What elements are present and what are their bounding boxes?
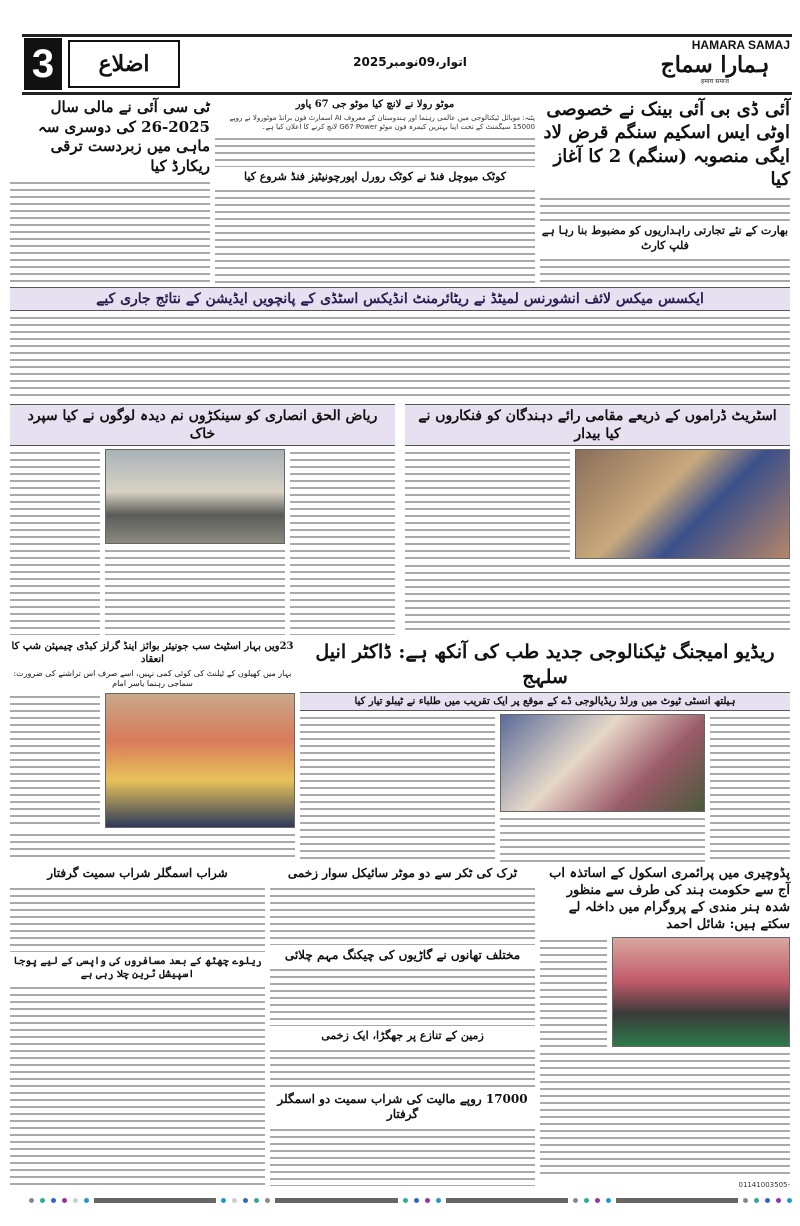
headline-flipkart: بھارت کے نئے تجارتی راہداریوں کو مضبوط بنا رہا ہے فلپ کارٹ (541, 224, 789, 252)
body-text (540, 1050, 790, 1178)
street-media-row (405, 449, 790, 559)
body-text (710, 714, 790, 862)
column-left-bottom (10, 866, 265, 1186)
body-text (270, 966, 535, 1026)
column-idbi-flipkart (540, 98, 790, 283)
page-number-box (24, 38, 62, 90)
radiology-photo-column (500, 714, 705, 862)
masthead-bottom-rule (22, 92, 792, 95)
column-motorola-kotak (215, 98, 535, 283)
subhead-kabaddi: بہار میں کھیلوں کے ٹیلنٹ کی کوئی کمی نہیں، اسے صرف اس تراشنے کی ضرورت: سماجی رہنما یاسر امام (13, 669, 292, 689)
column-puducherry (540, 866, 790, 1190)
column-riyaz (10, 404, 395, 635)
column-middle-bottom (270, 866, 535, 1186)
photo-radiology (500, 714, 705, 812)
section-label (68, 40, 180, 88)
body-text (10, 179, 210, 283)
headline-kabaddi: 23ویں بہار اسٹیٹ سب جونیئر بوائز اینڈ گرلز کبڈی چیمپئن شپ کا انعقاد (11, 641, 294, 665)
logo-latin: HAMARA SAMAJ (691, 38, 790, 52)
motorola-snippet: پٹنہ: موبائل ٹیکنالوجی میں عالمی رہنما اور ہندوستان کے معروف AI اسمارٹ فون برانڈ موٹورولا نے روپے 15000 سیگمنٹ کے تحت اپنا بہترین کیمرہ فون موٹو G67 Power لانچ کرنے کا اعلان کیا ہے۔ (229, 114, 535, 131)
body-text (10, 693, 100, 828)
headline-motorola: موٹو رولا نے لانچ کیا موٹو جی 67 پاور (295, 99, 455, 110)
radiology-body-row (300, 714, 790, 862)
section-axis (10, 287, 790, 400)
column-tci (10, 98, 210, 283)
body-text (540, 256, 790, 283)
body-text (10, 449, 100, 635)
headline-tci: ٹی سی آئی نے مالی سال 2025-26 کی دوسری سہ ماہی میں زبردست ترقی ریکارڈ کیا (37, 98, 210, 175)
logo-hindi: हमारा समाज (701, 78, 729, 85)
body-text (500, 815, 705, 862)
headline-land: زمین کے تنازع پر جھگڑا، ایک زخمی (321, 1029, 484, 1043)
body-text (10, 314, 790, 400)
body-text (10, 984, 265, 1186)
headline-liquor-17000: 17000 روپے مالیت کی شراب سمیت دو اسمگلر گرفتار (277, 1091, 528, 1122)
body-text (10, 885, 265, 952)
headline-puducherry: پڈوچیری میں پرائمری اسکول کے اساتذہ اب آج سے حکومت ہند کی طرف سے منظور شدہ ہنر مندی کے پروگرام میں داخلہ لے سکتے ہیں: شائل احمد (549, 866, 790, 932)
column-radiology (300, 640, 790, 862)
masthead-top-rule (22, 34, 792, 37)
headline-riyaz: ریاض الحق انصاری کو سینکڑوں نم دیدہ لوگوں نے کیا سپرد خاک (10, 404, 395, 446)
riyaz-photo-column (105, 449, 285, 635)
body-text (540, 195, 790, 222)
puducherry-media-row (540, 937, 790, 1047)
section-text: اضلاع (98, 51, 150, 77)
photo-street-drama (575, 449, 790, 559)
body-text (300, 714, 495, 862)
column-kabaddi (10, 640, 295, 862)
body-text (290, 449, 395, 635)
headline-axis: ایکسس میکس لائف انشورنس لمیٹڈ نے ریٹائرمنٹ انڈیکس اسٹڈی کے پانچویں ایڈیشن کے نتائج جاری کیے (10, 287, 790, 311)
contact-number: 01141003505- (738, 1181, 790, 1189)
logo (640, 38, 790, 92)
column-street (405, 404, 790, 635)
headline-radiology: ریڈیو امیجنگ ٹیکنالوجی جدید طب کی آنکھ ہے: ڈاکٹر انیل سلہج (315, 641, 775, 688)
body-text (215, 187, 535, 283)
body-text (270, 1047, 535, 1089)
headline-smuggler: شراب اسمگلر شراب سمیت گرفتار (47, 866, 228, 880)
page-number: 3 (31, 42, 55, 86)
body-text (10, 831, 295, 862)
issue-date: اتوار،09نومبر2025 (353, 55, 467, 69)
headline-truck: ٹرک کی ٹکر سے دو موٹر سائیکل سوار زخمی (287, 866, 518, 880)
body-text (105, 547, 285, 635)
headline-kotak: کوٹک میوچل فنڈ نے کوٹک رورل اپورچونیٹیز فنڈ شروع کیا (243, 169, 507, 183)
body-text (270, 885, 535, 945)
photo-kabaddi (105, 693, 295, 828)
headline-railway: ریلوے چھٹھ کے بعد مسافروں کی واپسی کے لیے پوجا اسپیشل ٹرین چلا رہی ہے (13, 955, 262, 980)
logo-urdu: ہمارا سماج (660, 52, 770, 78)
headline-idbi: آئی ڈی بی آئی بینک نے خصوصی اوٹی ایس اسکیم سنگم قرض لاد ایگی منصوبہ (سنگم) 2 کا آغاز کیا (543, 99, 790, 191)
headline-checking: مختلف تھانوں نے گاڑیوں کی چیکنگ مہم چلائی (284, 947, 521, 962)
body-text (215, 135, 535, 167)
body-text (405, 449, 570, 559)
photo-funeral (105, 449, 285, 544)
body-text (540, 937, 607, 1047)
kabaddi-media-row (10, 693, 295, 828)
photo-puducherry (612, 937, 790, 1047)
headline-street: اسٹریٹ ڈراموں کے ذریعے مقامی رائے دہندگان کو فنکاروں نے کیا بیدار (405, 404, 790, 446)
riyaz-body-row (10, 449, 395, 635)
body-text (405, 562, 790, 635)
body-text (270, 1126, 535, 1186)
footer-decoration (28, 1196, 793, 1204)
subhead-radiology: ہیلتھ انسٹی ٹیوٹ میں ورلڈ ریڈیالوجی ڈے کے موقع پر ایک تقریب میں طلباء نے ٹیبلو تیار کیا (300, 692, 790, 711)
